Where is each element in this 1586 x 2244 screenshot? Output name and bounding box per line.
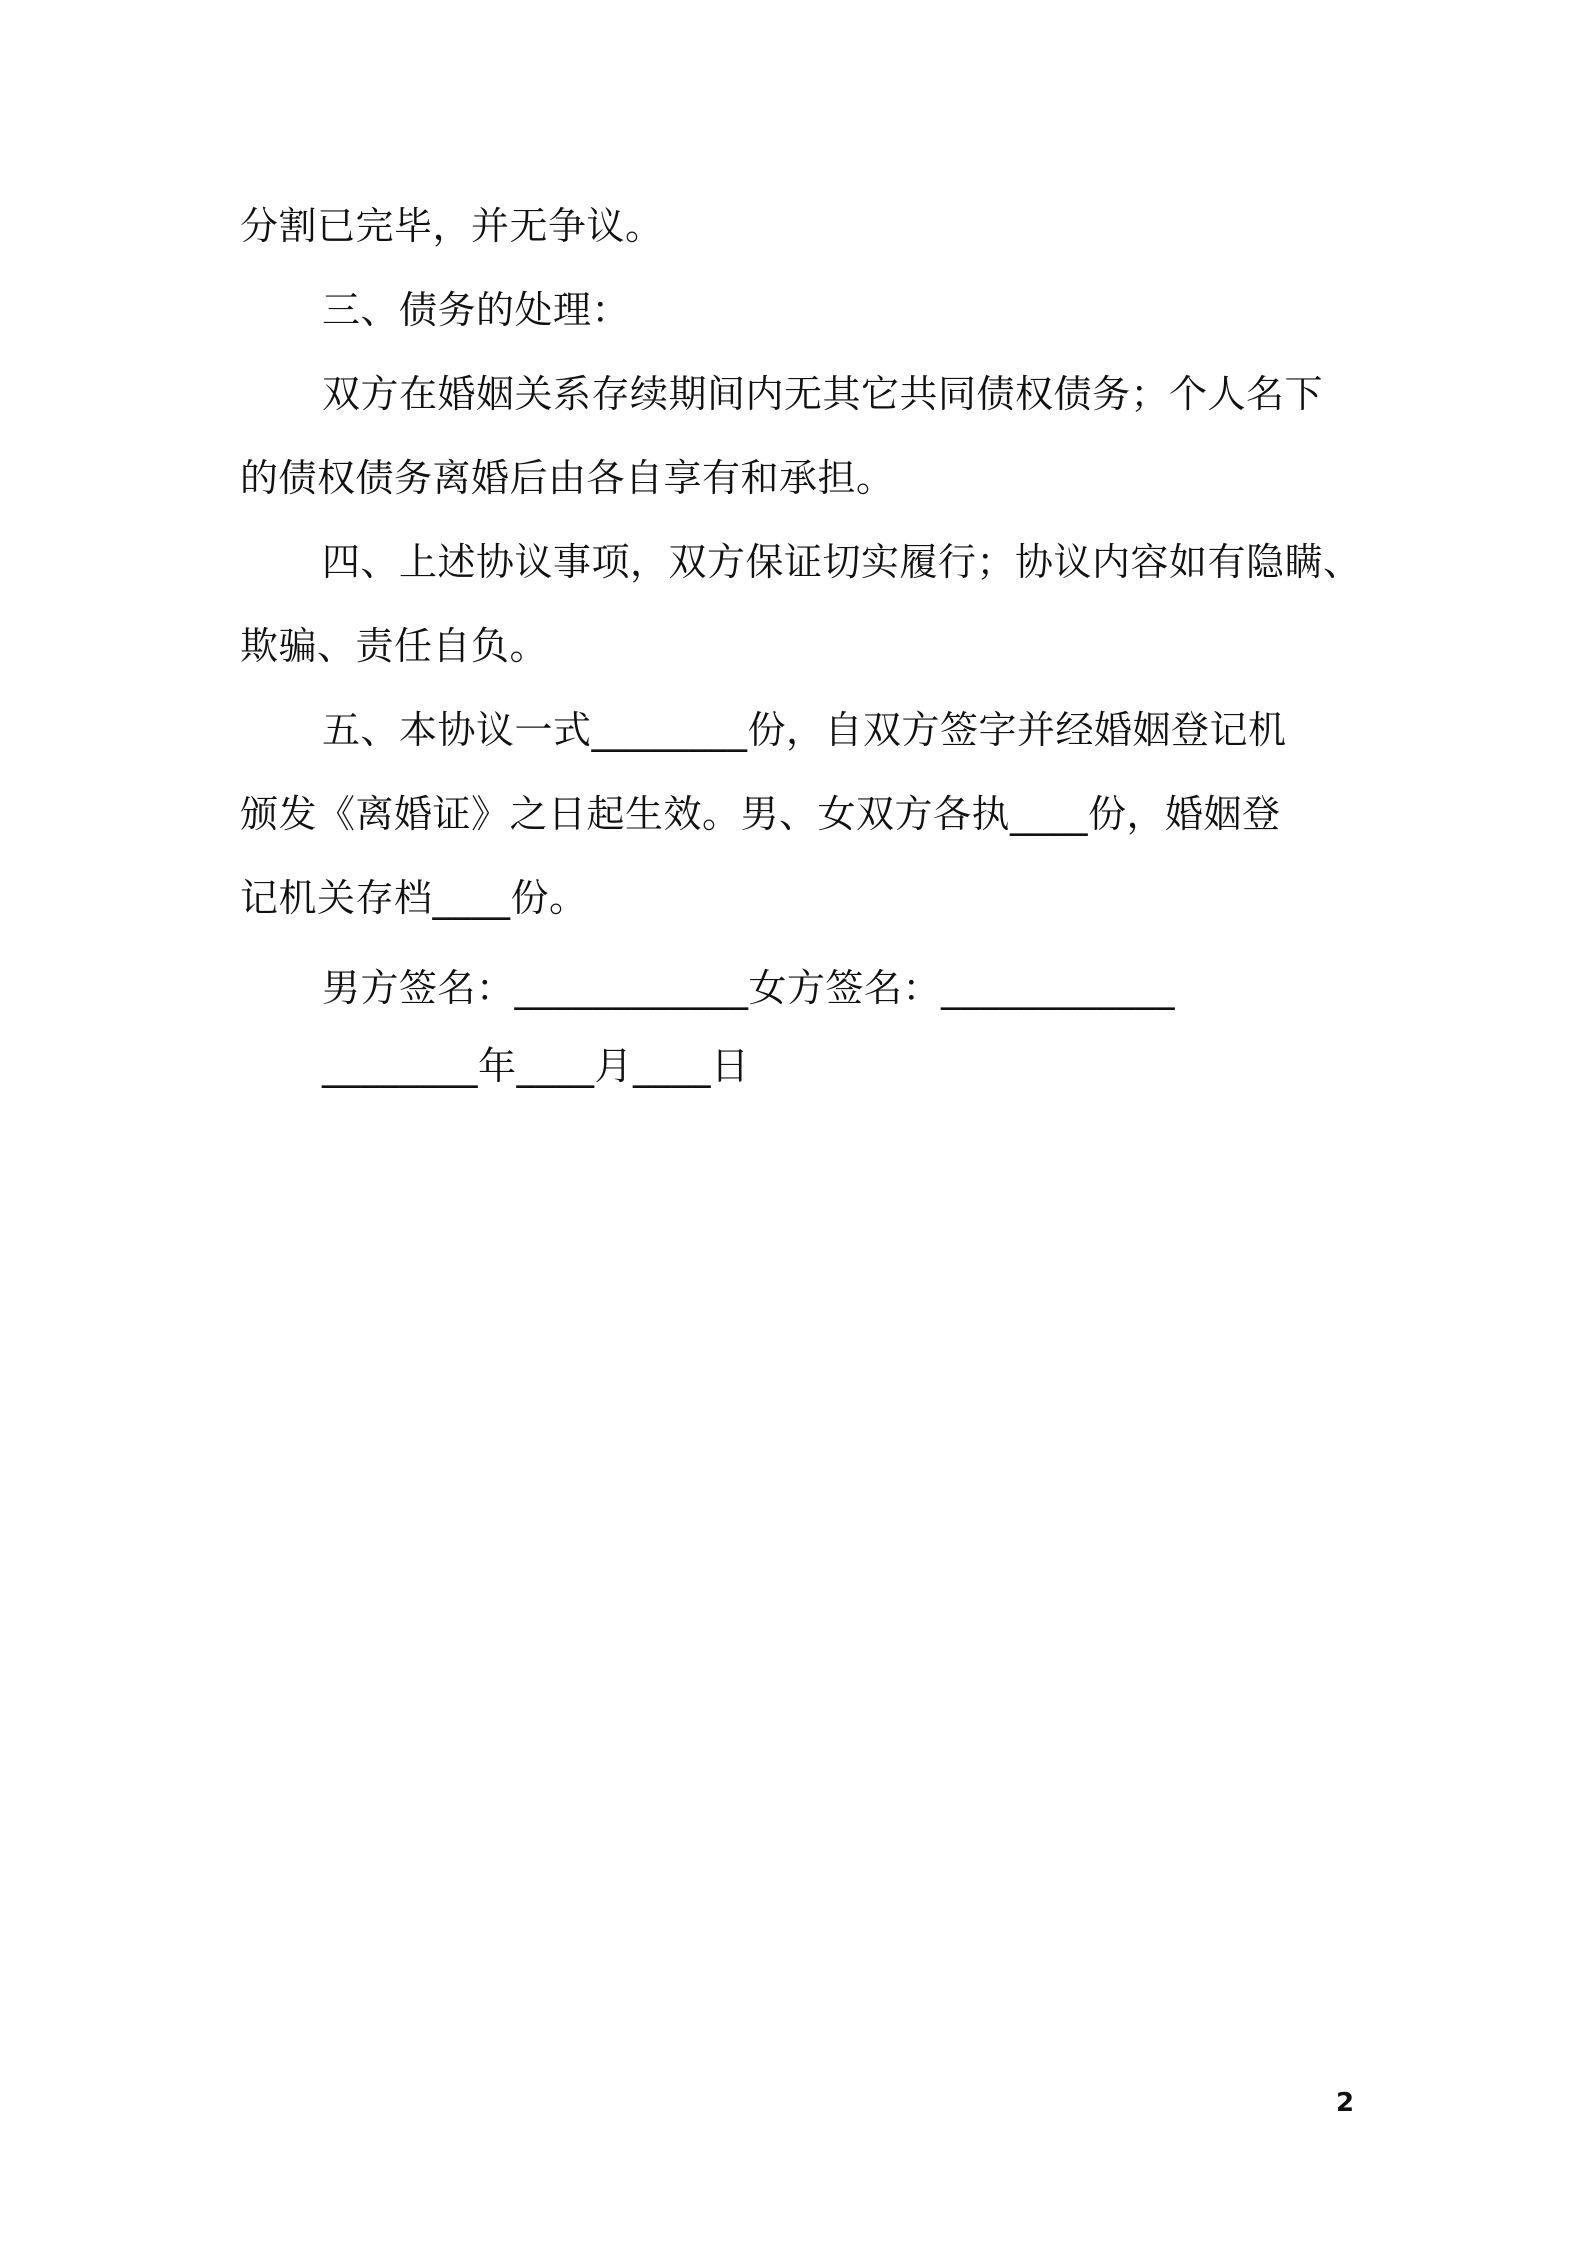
paragraph-line-3: 双方在婚姻关系存续期间内无其它共同债权债务；个人名下	[322, 372, 1324, 416]
date-line: ________年____月____日	[322, 1044, 750, 1088]
paragraph-line-7: 五、本协议一式________份，自双方签字并经婚姻登记机	[322, 708, 1287, 752]
paragraph-line-6: 欺骗、责任自负。	[240, 624, 549, 668]
paragraph-line-5: 四、上述协议事项，双方保证切实履行；协议内容如有隐瞒、	[322, 540, 1362, 584]
paragraph-line-8: 颁发《离婚证》之日起生效。男、女双方各执____份，婚姻登	[240, 792, 1281, 836]
page-number: 2	[1336, 2088, 1355, 2118]
paragraph-line-1: 分割已完毕，并无争议。	[240, 204, 664, 248]
paragraph-line-4: 的债权债务离婚后由各自享有和承担。	[240, 456, 895, 500]
section-heading-debts: 三、债务的处理：	[322, 288, 631, 332]
paragraph-line-9: 记机关存档____份。	[240, 876, 588, 920]
signature-line: 男方签名：____________女方签名：____________	[322, 966, 1176, 1010]
